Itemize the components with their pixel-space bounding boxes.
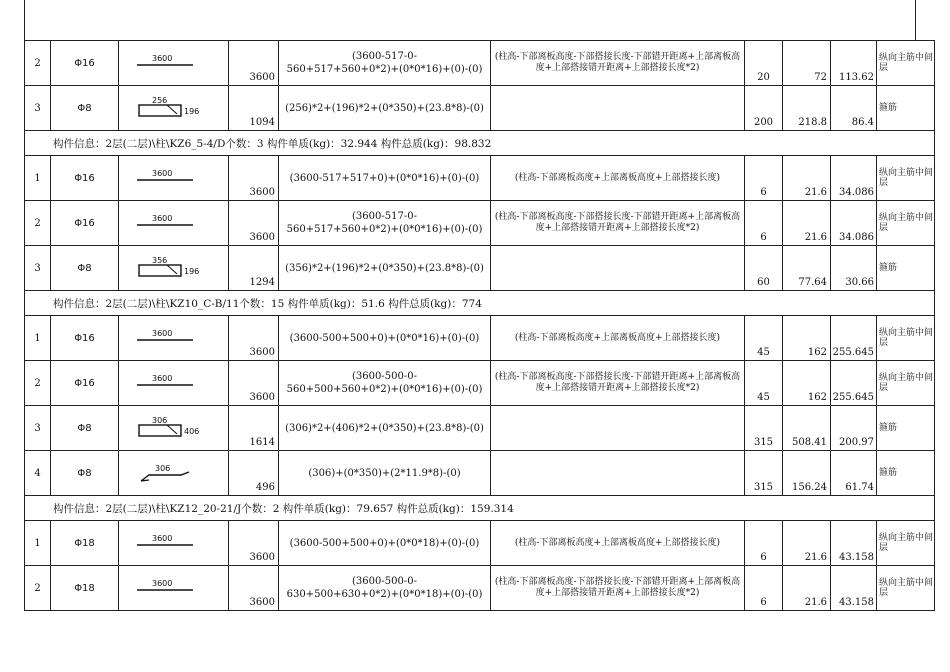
bar-total-length: 21.6 (783, 201, 831, 246)
bar-formula (279, 156, 491, 201)
bar-shape (119, 201, 229, 246)
bar-quantity: 6 (745, 566, 783, 611)
bar-number: 2 (25, 41, 51, 86)
bar-description (491, 246, 745, 291)
bar-length: 1094 (229, 86, 279, 131)
rebar-row (25, 521, 935, 566)
bar-formula-text: (3600-500-0- 630+500+630+0*2)+(0*0*18)+(0)-(0) (286, 576, 483, 600)
stirrup-hook (167, 105, 177, 114)
bar-type: 纵向主筋中间层 (877, 201, 935, 246)
shape-dimension-label: 256 (152, 96, 168, 105)
bar-formula (279, 361, 491, 406)
bar-description: (柱高-下部离板高度+上部离板高度+上部搭接长度) (491, 156, 745, 201)
bar-shape-wrap (119, 455, 229, 491)
bar-description: (柱高-下部离板高度-下部搭接长度-下部错开距离+上部离板高度+上部搭接错开距离+上部搭接长度*2) (491, 201, 745, 246)
bar-quantity: 45 (745, 361, 783, 406)
rebar-table-sheet (24, 40, 934, 611)
bar-weight: 86.4 (831, 86, 877, 131)
bar-weight: 43.158 (831, 566, 877, 611)
bar-formula-text: (3600-500+500+0)+(0*0*16)+(0)-(0) (289, 332, 480, 344)
bar-shape (119, 521, 229, 566)
stirrup-rect (139, 105, 181, 116)
bar-shape (119, 156, 229, 201)
bar-shape-wrap (119, 205, 229, 241)
bar-formula (279, 246, 491, 291)
bar-shape (119, 566, 229, 611)
bar-formula-text: (3600-500-0- 560+500+560+0*2)+(0*0*16)+(0)-(0) (286, 371, 483, 395)
bar-total-length: 72 (783, 41, 831, 86)
rebar-shape-drawing (119, 455, 229, 493)
rebar-shape-drawing (119, 525, 229, 563)
bar-weight: 30.66 (831, 246, 877, 291)
bar-type: 箍筋 (877, 451, 935, 496)
bar-number: 2 (25, 361, 51, 406)
stirrup-hook (167, 425, 177, 434)
rebar-shape-drawing (119, 160, 229, 198)
bar-length: 3600 (229, 41, 279, 86)
bar-total-length: 21.6 (783, 156, 831, 201)
bar-number: 3 (25, 406, 51, 451)
bar-formula (279, 406, 491, 451)
bar-type: 纵向主筋中间层 (877, 361, 935, 406)
component-info-row (25, 291, 935, 316)
bar-formula-text: (356)*2+(196)*2+(0*350)+(23.8*8)-(0) (285, 262, 484, 274)
bar-total-length: 21.6 (783, 521, 831, 566)
rebar-shape-drawing (119, 365, 229, 403)
bar-weight: 34.086 (831, 156, 877, 201)
bar-type: 纵向主筋中间层 (877, 521, 935, 566)
bar-formula-text: (3600-517-0- 560+517+560+0*2)+(0*0*16)+(0)-(0) (286, 211, 483, 235)
component-info-text: 构件信息：2层(二层)\柱\KZ10_C-B/11个数：15 构件单质(kg)：51.6 构件总质(kg)：774 (25, 291, 935, 316)
bar-formula (279, 451, 491, 496)
bar-shape-wrap (119, 45, 229, 81)
component-info-row (25, 131, 935, 156)
bar-weight: 43.158 (831, 521, 877, 566)
bar-formula-text: (306)+(0*350)+(2*11.9*8)-(0) (308, 467, 461, 479)
bar-formula-text: (3600-517-0- 560+517+560+0*2)+(0*0*16)+(0)-(0) (286, 51, 483, 75)
rebar-shape-drawing (119, 410, 229, 448)
shape-dimension-label: 196 (184, 267, 200, 276)
bar-grade-diameter: Φ16 (51, 316, 119, 361)
bar-number: 1 (25, 316, 51, 361)
bar-length: 1294 (229, 246, 279, 291)
rebar-table (24, 40, 935, 611)
bar-length: 3600 (229, 156, 279, 201)
bar-formula-text: (256)*2+(196)*2+(0*350)+(23.8*8)-(0) (285, 102, 484, 114)
bar-description: (柱高-下部离板高度-下部搭接长度-下部错开距离+上部离板高度+上部搭接错开距离+上部搭接长度*2) (491, 361, 745, 406)
bar-total-length: 508.41 (783, 406, 831, 451)
bar-weight: 34.086 (831, 201, 877, 246)
bar-grade-diameter: Φ8 (51, 406, 119, 451)
bar-shape-wrap (119, 250, 229, 286)
bar-length: 3600 (229, 566, 279, 611)
shape-dimension-label: 406 (184, 427, 200, 436)
bar-weight: 255.645 (831, 316, 877, 361)
bar-formula (279, 41, 491, 86)
bar-quantity: 315 (745, 451, 783, 496)
bar-type: 纵向主筋中间层 (877, 566, 935, 611)
bar-quantity: 60 (745, 246, 783, 291)
bar-weight: 255.645 (831, 361, 877, 406)
bar-total-length: 156.24 (783, 451, 831, 496)
bar-total-length: 162 (783, 361, 831, 406)
bar-number: 1 (25, 521, 51, 566)
shape-dimension-label: 3600 (152, 214, 173, 223)
bar-shape-wrap (119, 365, 229, 401)
bar-grade-diameter: Φ8 (51, 246, 119, 291)
bar-quantity: 200 (745, 86, 783, 131)
bar-formula-text: (3600-517+517+0)+(0*0*16)+(0)-(0) (289, 172, 480, 184)
bar-grade-diameter: Φ16 (51, 41, 119, 86)
bar-shape-wrap (119, 410, 229, 446)
bar-weight: 113.62 (831, 41, 877, 86)
rebar-row (25, 566, 935, 611)
bar-formula-text: (306)*2+(406)*2+(0*350)+(23.8*8)-(0) (285, 422, 484, 434)
bar-shape (119, 41, 229, 86)
bar-shape-wrap (119, 525, 229, 561)
shape-dimension-label: 3600 (152, 534, 173, 543)
shape-dimension-label: 306 (155, 464, 171, 473)
stirrup-hook (167, 265, 177, 274)
bar-total-length: 162 (783, 316, 831, 361)
rebar-row (25, 406, 935, 451)
bar-quantity: 315 (745, 406, 783, 451)
bar-type: 纵向主筋中间层 (877, 156, 935, 201)
bar-number: 2 (25, 201, 51, 246)
rebar-row (25, 361, 935, 406)
bar-grade-diameter: Φ8 (51, 451, 119, 496)
bar-shape (119, 406, 229, 451)
bar-shape (119, 86, 229, 131)
shape-dimension-label: 196 (184, 107, 200, 116)
bar-length: 3600 (229, 316, 279, 361)
rebar-row (25, 316, 935, 361)
bar-formula-text: (3600-500+500+0)+(0*0*18)+(0)-(0) (289, 537, 480, 549)
bar-formula (279, 86, 491, 131)
bar-grade-diameter: Φ18 (51, 566, 119, 611)
bar-length: 1614 (229, 406, 279, 451)
bar-formula (279, 521, 491, 566)
bar-shape (119, 316, 229, 361)
bar-grade-diameter: Φ18 (51, 521, 119, 566)
bar-number: 2 (25, 566, 51, 611)
bar-number: 4 (25, 451, 51, 496)
shape-dimension-label: 356 (152, 256, 168, 265)
bar-type: 箍筋 (877, 86, 935, 131)
rebar-shape-drawing (119, 570, 229, 608)
rebar-row (25, 246, 935, 291)
bar-quantity: 6 (745, 156, 783, 201)
bar-description: (柱高-下部离板高度+上部离板高度+上部搭接长度) (491, 521, 745, 566)
shape-dimension-label: 306 (152, 416, 168, 425)
bar-quantity: 6 (745, 201, 783, 246)
rebar-row (25, 451, 935, 496)
shape-dimension-label: 3600 (152, 54, 173, 63)
bar-total-length: 77.64 (783, 246, 831, 291)
bar-number: 3 (25, 246, 51, 291)
bar-description: (柱高-下部离板高度-下部搭接长度-下部错开距离+上部离板高度+上部搭接错开距离+上部搭接长度*2) (491, 41, 745, 86)
bar-shape-wrap (119, 570, 229, 606)
shape-dimension-label: 3600 (152, 329, 173, 338)
bar-type: 纵向主筋中间层 (877, 316, 935, 361)
bar-shape (119, 246, 229, 291)
bar-description (491, 86, 745, 131)
rebar-shape-drawing (119, 205, 229, 243)
bar-quantity: 6 (745, 521, 783, 566)
bar-weight: 200.97 (831, 406, 877, 451)
bar-length: 3600 (229, 521, 279, 566)
stirrup-rect (139, 425, 181, 436)
bar-formula (279, 566, 491, 611)
component-info-row (25, 496, 935, 521)
rebar-shape-drawing (119, 90, 229, 128)
bar-description: (柱高-下部离板高度+上部离板高度+上部搭接长度) (491, 316, 745, 361)
bar-grade-diameter: Φ16 (51, 361, 119, 406)
bar-shape (119, 451, 229, 496)
bar-type: 箍筋 (877, 246, 935, 291)
bar-quantity: 20 (745, 41, 783, 86)
bar-description: (柱高-下部离板高度-下部搭接长度-下部错开距离+上部离板高度+上部搭接错开距离+上部搭接长度*2) (491, 566, 745, 611)
bar-description (491, 406, 745, 451)
bar-total-length: 21.6 (783, 566, 831, 611)
rebar-row (25, 201, 935, 246)
bar-type: 纵向主筋中间层 (877, 41, 935, 86)
rebar-shape-drawing (119, 45, 229, 83)
component-info-text: 构件信息：2层(二层)\柱\KZ12_20-21/J个数：2 构件单质(kg)：79.657 构件总质(kg)：159.314 (25, 496, 935, 521)
bar-length: 3600 (229, 201, 279, 246)
bar-grade-diameter: Φ8 (51, 86, 119, 131)
bar-type: 箍筋 (877, 406, 935, 451)
component-info-text: 构件信息：2层(二层)\柱\KZ6_5-4/D个数：3 构件单质(kg)：32.944 构件总质(kg)：98.832 (25, 131, 935, 156)
rebar-row (25, 41, 935, 86)
bar-weight: 61.74 (831, 451, 877, 496)
bar-length: 3600 (229, 361, 279, 406)
bar-description (491, 451, 745, 496)
rebar-row (25, 86, 935, 131)
shape-dimension-label: 3600 (152, 169, 173, 178)
bar-shape-wrap (119, 90, 229, 126)
bar-shape-wrap (119, 160, 229, 196)
rebar-shape-drawing (119, 250, 229, 288)
bar-number: 1 (25, 156, 51, 201)
bar-grade-diameter: Φ16 (51, 201, 119, 246)
bar-shape-wrap (119, 320, 229, 356)
bar-grade-diameter: Φ16 (51, 156, 119, 201)
bar-shape (119, 361, 229, 406)
bar-formula (279, 201, 491, 246)
bar-formula (279, 316, 491, 361)
bar-quantity: 45 (745, 316, 783, 361)
shape-dimension-label: 3600 (152, 374, 173, 383)
bar-total-length: 218.8 (783, 86, 831, 131)
bar-number: 3 (25, 86, 51, 131)
stirrup-rect (139, 265, 181, 276)
rebar-row (25, 156, 935, 201)
shape-dimension-label: 3600 (152, 579, 173, 588)
bar-length: 496 (229, 451, 279, 496)
rebar-shape-drawing (119, 320, 229, 358)
